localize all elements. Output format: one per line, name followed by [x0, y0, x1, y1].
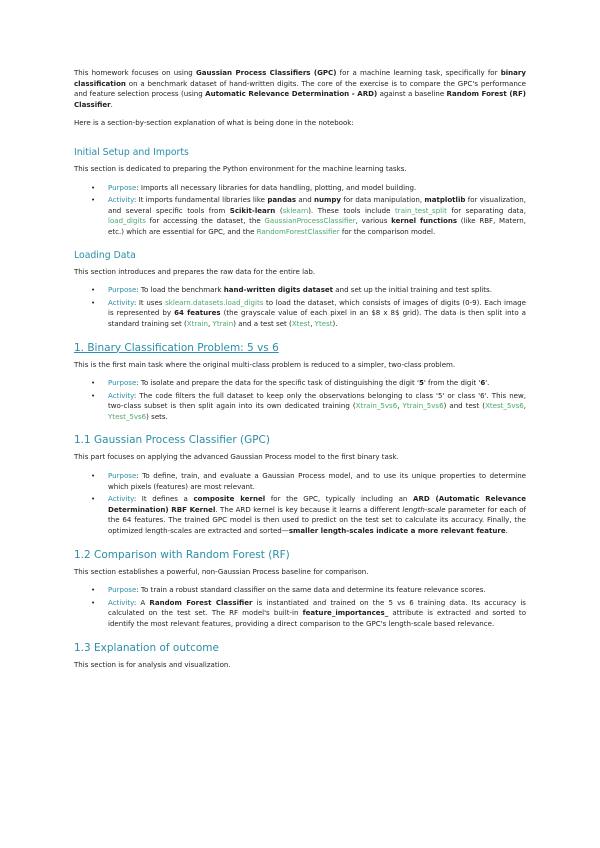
bullet-item: [108, 195, 526, 237]
section-heading: 1.2 Comparison with Random Forest (RF): [74, 548, 290, 561]
bullet-label: Activity: [108, 597, 134, 607]
bullet-item: [108, 391, 526, 423]
emphasis-text: kernel functions: [391, 216, 458, 226]
section: [74, 434, 526, 536]
text-run: for the comparison model.: [339, 226, 436, 236]
code-reference: Ytrain: [212, 318, 234, 328]
text-run: : The code filters the full dataset to keep only the observations belonging to class '5' or class '6'. This new, two-class subset is then split again into its own dedicated training (: [108, 390, 526, 411]
intro-lead-sentence: Here is a section-by-section explanation of what is being done in the notebook:: [74, 118, 354, 128]
bullet-list: [74, 285, 526, 329]
text-run: (like RBF, Matern, etc.) which are essential for GPC, and the: [108, 216, 527, 236]
emphasis-text: Random Forest Classifier: [149, 597, 253, 607]
code-reference: load_digits: [108, 216, 146, 226]
section-heading: 1.1 Gaussian Process Classifier (GPC): [74, 434, 270, 447]
emphasis-text: Scikit-learn: [229, 205, 276, 215]
bullet-item: [108, 471, 526, 492]
emphasis-text: length-scale: [402, 504, 446, 514]
text-run: : It defines a: [133, 494, 194, 504]
emphasis-text: binary classification: [74, 68, 526, 88]
text-run: parameter for each of the 64 features. The trained GPC model is then used to predict on the test set to calculate its accuracy. Finally, the optimized length-scales are extracted and sorted—: [108, 504, 526, 536]
bullet-label: Purpose: [108, 182, 137, 192]
text-run: : To load the benchmark: [136, 285, 224, 295]
code-reference: GaussianProcessClassifier: [264, 216, 356, 226]
code-reference: Xtrain_5vs6: [355, 401, 398, 411]
emphasis-text: 64 features: [174, 308, 221, 318]
text-run: : A: [133, 597, 150, 607]
text-run: ,: [310, 318, 315, 328]
bullet-label: Activity: [108, 390, 134, 400]
section-heading: Loading Data: [74, 249, 136, 261]
text-run: against a baseline: [377, 89, 447, 99]
bullet-item: [108, 285, 526, 296]
text-run: for a machine learning task, specifically for: [336, 68, 501, 77]
section-description: This section introduces and prepares the raw data for the entire lab.: [74, 266, 316, 276]
bullet-label: Activity: [108, 195, 134, 205]
section: [74, 147, 526, 238]
section-description: This part focuses on applying the advanced Gaussian Process model to the first binary task.: [74, 452, 399, 462]
bullet-list: [74, 471, 526, 537]
code-reference: Ytest: [314, 318, 333, 328]
text-run: ,: [397, 401, 403, 411]
section-description: This section establishes a powerful, non-Gaussian Process baseline for comparison.: [74, 566, 369, 576]
text-run: on a benchmark dataset of hand-written digits. The core of the exercise is to compare the GPC's performance and feature selection process (using: [74, 78, 526, 99]
emphasis-text: matplotlib: [424, 195, 466, 205]
text-run: , various: [355, 216, 392, 226]
code-reference: sklearn.datasets.load_digits: [165, 297, 264, 307]
section: [74, 250, 526, 330]
text-run: and: [296, 195, 315, 205]
bullet-item: [108, 298, 526, 330]
emphasis-text: composite kernel: [193, 494, 266, 504]
text-run: : To isolate and prepare the data for the specific task of distinguishing the digit ': [136, 378, 419, 388]
emphasis-text: hand-written digits dataset: [223, 285, 334, 295]
bullet-list: [74, 378, 526, 422]
section-heading[interactable]: 1. Binary Classification Problem: 5 vs 6: [74, 341, 279, 354]
text-run: ).: [332, 318, 338, 328]
bullet-item: [108, 585, 526, 596]
text-run: is instantiated and trained on the 5 vs 6 training data. Its accuracy is calculated on the test set. The RF model's built-in: [108, 597, 526, 618]
text-run: for visualization, and several specific tools from: [108, 195, 526, 215]
emphasis-text: pandas: [267, 195, 297, 205]
emphasis-text: numpy: [314, 195, 342, 205]
text-run: ). These tools include: [308, 205, 396, 215]
text-run: and set up the initial training and test splits.: [333, 285, 492, 295]
text-run: (the grayscale value of each pixel in an $8 x 8$ grid). The data is then split into a standard training set (: [108, 308, 526, 328]
text-run: (: [275, 205, 283, 215]
text-run: . The ARD kernel is key because it learns a different: [215, 504, 403, 514]
text-run: : To train a robust standard classifier on the same data and determine its feature relevance scores.: [136, 585, 486, 595]
text-run: for data manipulation,: [341, 195, 425, 205]
section-description: This is the first main task where the original multi-class problem is reduced to a simpler, two-class problem.: [74, 359, 456, 369]
text-run: to load the dataset, which consists of images of digits (0-9). Each image is represented by: [108, 297, 526, 318]
emphasis-text: 5: [418, 378, 424, 388]
bullet-item: [108, 598, 526, 630]
text-run: This homework focuses on using: [74, 68, 196, 77]
code-reference: RandomForestClassifier: [256, 226, 340, 236]
text-run: .: [505, 526, 508, 536]
bullet-item: [108, 494, 526, 536]
code-reference: Ytest_5vs6: [108, 411, 147, 421]
section-description: This section is for analysis and visualization.: [74, 659, 231, 669]
bullet-label: Activity: [108, 297, 134, 307]
bullet-item: [108, 378, 526, 389]
section: [74, 549, 526, 630]
bullet-label: Purpose: [108, 471, 137, 481]
text-run: : Imports all necessary libraries for data handling, plotting, and model building.: [136, 182, 417, 192]
bullet-list: [74, 183, 526, 238]
text-run: ) sets.: [146, 411, 168, 421]
text-run: : It uses: [133, 297, 166, 307]
bullet-label: Purpose: [108, 285, 137, 295]
text-run: ,: [208, 318, 213, 328]
bullet-label: Purpose: [108, 585, 137, 595]
document-page: [74, 68, 526, 682]
text-run: for accessing the dataset, the: [145, 216, 265, 226]
section: [74, 642, 526, 671]
emphasis-text: Random Forest (RF) Classifier: [74, 89, 527, 109]
code-reference: Xtest: [291, 318, 311, 328]
code-reference: Ytrain_5vs6: [402, 401, 444, 411]
text-run: for separating data,: [446, 205, 526, 215]
code-reference: Xtest_5vs6: [485, 401, 524, 411]
section-heading: Initial Setup and Imports: [74, 146, 189, 158]
emphasis-text: 6: [480, 378, 486, 388]
text-run: ) and test (: [443, 401, 486, 411]
emphasis-text: Gaussian Process Classifiers (GPC): [195, 68, 337, 77]
text-run: attribute is extracted and sorted to identify the most relevant features, providing a direct comparison to the GPC's length-scale based relevance.: [108, 608, 527, 628]
text-run: '.: [485, 378, 490, 388]
text-run: : To define, train, and evaluate a Gaussian Process model, and to use its unique properties to determine which pixels (features) are most relevant.: [108, 471, 526, 491]
code-reference: train_test_split: [395, 205, 447, 215]
text-run: ) and a test set (: [233, 318, 292, 328]
emphasis-text: feature_importances_: [302, 608, 389, 618]
emphasis-text: smaller length-scales indicate a more relevant feature: [288, 526, 506, 536]
text-run: for the GPC, typically including an: [265, 494, 413, 504]
code-reference: Xtrain: [186, 318, 209, 328]
emphasis-text: ARD (Automatic Relevance Determination) RBF Kernel: [108, 494, 527, 514]
text-run: .: [110, 99, 113, 109]
intro-paragraph: [74, 68, 526, 110]
bullet-item: [108, 183, 526, 194]
sections-container: [74, 147, 526, 670]
section-description: This section is dedicated to preparing the Python environment for the machine learning tasks.: [74, 163, 407, 173]
text-run: ,: [523, 401, 527, 411]
section: [74, 342, 526, 423]
code-reference: sklearn: [282, 205, 309, 215]
bullet-label: Activity: [108, 494, 134, 504]
bullet-label: Purpose: [108, 378, 137, 388]
text-run: : It imports fundamental libraries like: [133, 195, 268, 205]
bullet-list: [74, 585, 526, 629]
section-heading: 1.3 Explanation of outcome: [74, 641, 219, 654]
emphasis-text: Automatic Relevance Determination - ARD): [205, 89, 378, 99]
text-run: ' from the digit ': [423, 378, 481, 388]
